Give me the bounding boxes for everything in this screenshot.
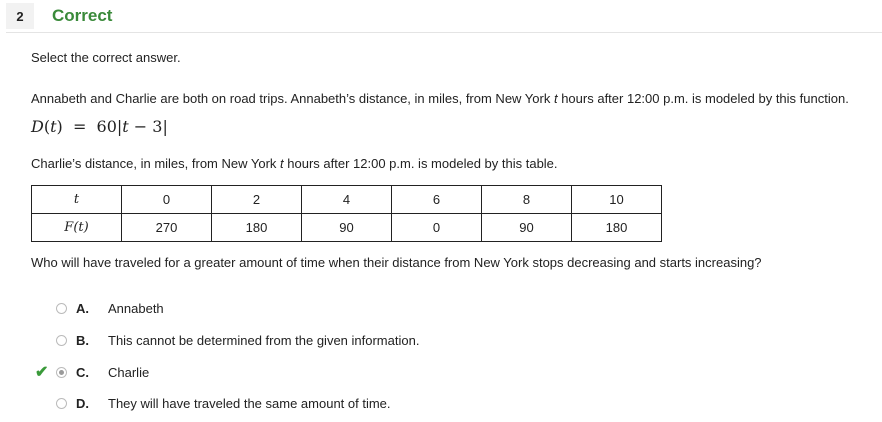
function-formula: D(t) = 60|t − 3| [31,117,168,136]
table-row-t [32,186,662,214]
intro-var: t [553,91,558,106]
table-cell: 180 [212,214,302,242]
table-cell: 10 [572,186,662,214]
option-text: They will have traveled the same amount of time. [108,396,391,411]
intro-part1: Annabeth and Charlie are both on road trips. Annabeth’s distance, in miles, from New York [31,91,554,106]
table-header-t: t [32,186,122,214]
option-text: Charlie [108,365,150,380]
table-cell: 8 [482,186,572,214]
table-intro-part1: Charlie’s distance, in miles, from New York [31,156,281,171]
instruction-text: Select the correct answer. [31,50,181,65]
formula-equals: = [72,117,87,136]
option-d[interactable] [0,394,882,416]
option-letter: C. [76,365,89,380]
radio-c[interactable] [56,367,67,378]
formula-var: t [122,117,129,136]
option-letter: D. [76,396,89,411]
option-c[interactable] [0,363,882,385]
intro-part2: hours after 12:00 p.m. is modeled by this function. [557,91,849,106]
table-intro-part2: hours after 12:00 p.m. is modeled by this table. [283,156,558,171]
question-header [6,0,882,33]
formula-coef: 60 [96,117,117,136]
option-text: This cannot be determined from the given information. [108,333,420,348]
table-header-f: F(t) [32,214,122,242]
table-cell: 0 [392,214,482,242]
table-intro-var: t [280,156,284,171]
radio-a[interactable] [56,303,67,314]
check-icon: ✔ [35,364,49,381]
table-cell: 90 [482,214,572,242]
table-cell: 180 [572,214,662,242]
table-cell: 6 [392,186,482,214]
data-table [31,185,662,242]
table-cell: 270 [122,214,212,242]
table-row-f [32,214,662,242]
formula-rest: − 3 [128,117,163,136]
status-label: Correct [52,6,113,25]
question-number: 2 [6,3,34,29]
table-cell: 4 [302,186,392,214]
option-letter: A. [76,301,89,316]
table-intro-text [31,156,558,171]
formula-fn: D [31,117,44,136]
formula-arg: t [50,117,57,136]
radio-d[interactable] [56,398,67,409]
option-a[interactable] [0,299,882,321]
table-cell: 0 [122,186,212,214]
option-b[interactable] [0,331,882,353]
option-letter: B. [76,333,89,348]
question-prompt: Who will have traveled for a greater amount of time when their distance from New York stops decreasing and starts increasing? [31,255,762,270]
option-text: Annabeth [108,301,164,316]
table-cell: 2 [212,186,302,214]
table-cell: 90 [302,214,392,242]
radio-b[interactable] [56,335,67,346]
intro-text [31,91,849,106]
